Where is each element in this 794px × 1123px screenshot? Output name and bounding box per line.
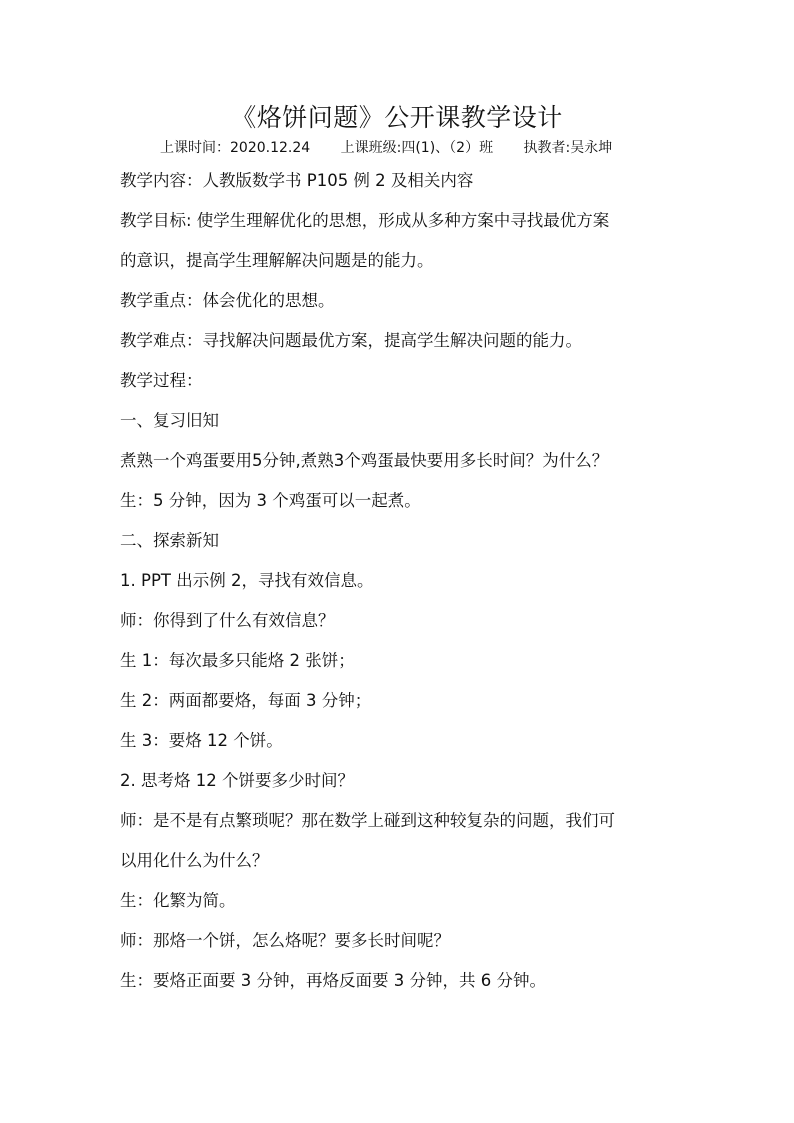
lesson-class: 上课班级:四(1)、（2）班 — [340, 140, 494, 156]
text-line: 教学内容：人教版数学书 P105 例 2 及相关内容 — [120, 171, 474, 190]
text-line: 煮熟一个鸡蛋要用5分钟,煮熟3个鸡蛋最快要用多长时间？为什么？ — [120, 451, 609, 470]
text-line: 2. 思考烙 12 个饼要多少时间？ — [120, 771, 354, 790]
text-line: 生：要烙正面要 3 分钟，再烙反面要 3 分钟，共 6 分钟。 — [120, 971, 546, 990]
text-line: 1. PPT 出示例 2，寻找有效信息。 — [120, 571, 374, 590]
lesson-meta — [160, 138, 612, 158]
text-line: 教学难点：寻找解决问题最优方案，提高学生解决问题的能力。 — [120, 331, 582, 350]
text-line: 教学重点：体会优化的思想。 — [120, 291, 335, 310]
lesson-teacher: 执教者:吴永坤 — [523, 140, 613, 156]
text-line: 师：是不是有点繁琐呢？那在数学上碰到这种较复杂的问题，我们可 — [120, 811, 615, 830]
lesson-time: 上课时间：2020.12.24 — [160, 140, 311, 156]
text-line: 教学目标: 使学生理解优化的思想，形成从多种方案中寻找最优方案 — [120, 211, 610, 230]
text-line: 生 3：要烙 12 个饼。 — [120, 731, 283, 750]
text-line: 教学过程： — [120, 371, 203, 390]
document-body — [120, 166, 685, 1006]
text-line: 师：你得到了什么有效信息？ — [120, 611, 335, 630]
text-line: 的意识，提高学生理解解决问题是的能力。 — [120, 251, 434, 270]
document-title: 《烙饼问题》公开课教学设计 — [231, 103, 563, 132]
text-line: 生 1：每次最多只能烙 2 张饼； — [120, 651, 355, 670]
text-line: 生：5 分钟，因为 3 个鸡蛋可以一起煮。 — [120, 491, 421, 510]
text-line: 生 2：两面都要烙，每面 3 分钟； — [120, 691, 372, 710]
text-line: 师：那烙一个饼，怎么烙呢？要多长时间呢？ — [120, 931, 450, 950]
section-heading: 二、探索新知 — [120, 531, 219, 550]
text-line: 以用化什么为什么？ — [120, 851, 269, 870]
text-line: 生：化繁为简。 — [120, 891, 236, 910]
section-heading: 一、复习旧知 — [120, 411, 219, 430]
